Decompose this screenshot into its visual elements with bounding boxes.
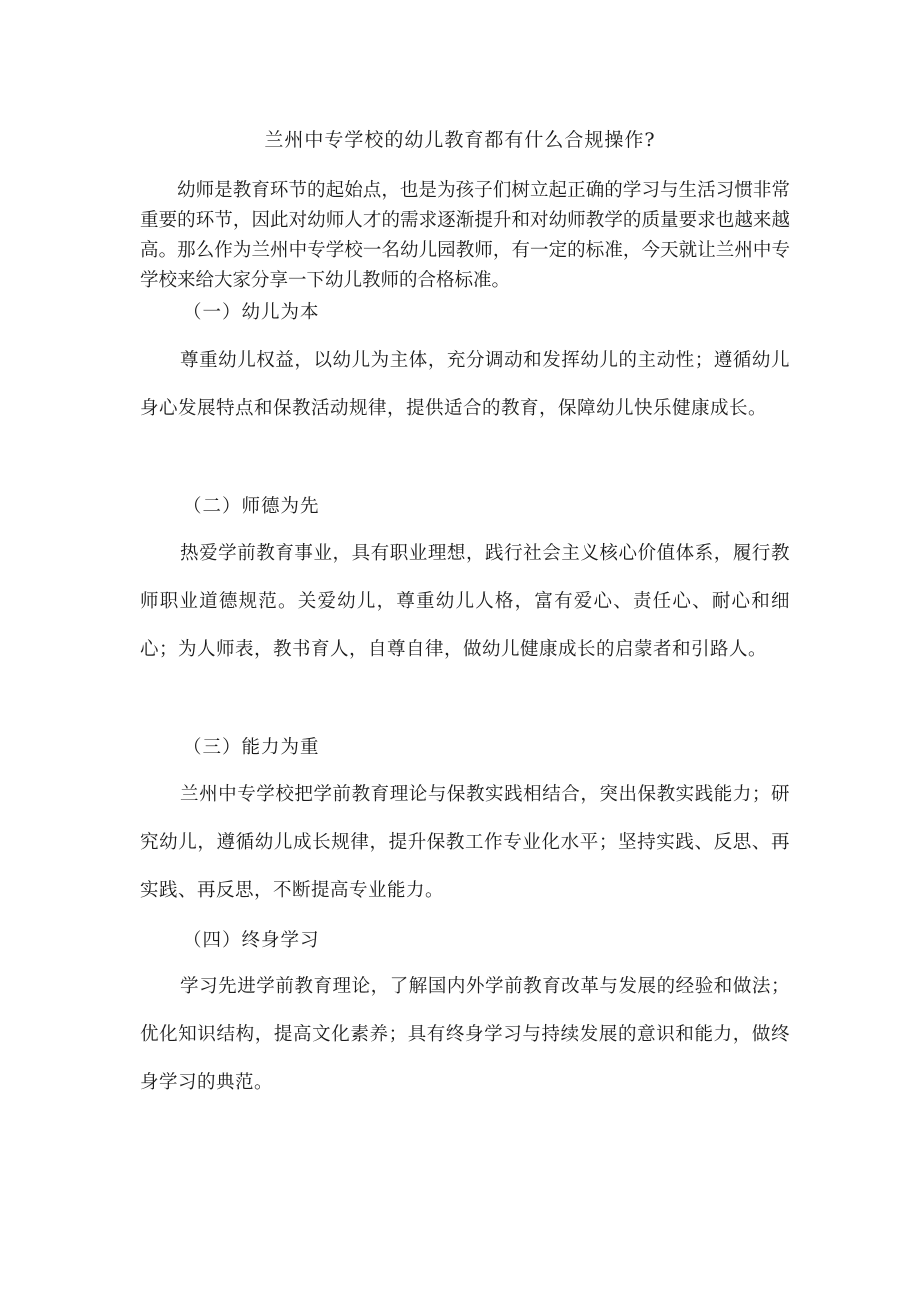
section-heading-4: （四）终身学习 — [183, 930, 320, 951]
section-body-2: 热爱学前教育事业，具有职业理想，践行社会主义核心价值体系，履行教师职业道德规范。关爱幼儿，尊重幼儿人格，富有爱心、责任心、耐心和细心；为人师表，教书育人，自尊自律，做幼儿健康成长的启蒙者和引路人。 — [140, 543, 790, 660]
section-heading-3: （三）能力为重 — [183, 737, 320, 758]
section-heading-2: （二）师德为先 — [183, 496, 320, 517]
section-body-3: 兰州中专学校把学前教育理论与保教实践相结合，突出保教实践能力；研究幼儿，遵循幼儿成长规律，提升保教工作专业化水平；坚持实践、反思、再实践、再反思，不断提高专业能力。 — [140, 784, 790, 901]
section-body-1: 尊重幼儿权益，以幼儿为主体，充分调动和发挥幼儿的主动性；遵循幼儿身心发展特点和保教活动规律，提供适合的教育，保障幼儿快乐健康成长。 — [140, 350, 790, 419]
intro-paragraph: 幼师是教育环节的起始点，也是为孩子们树立起正确的学习与生活习惯非常重要的环节，因此对幼师人才的需求逐渐提升和对幼师教学的质量要求也越来越高。那么作为兰州中专学校一名幼儿园教师，有一定的标准，今天就让兰州中专学校来给大家分享一下幼儿教师的合格标准。 — [140, 180, 790, 291]
section-heading-1: （一）幼儿为本 — [183, 302, 320, 323]
section-body-4: 学习先进学前教育理论，了解国内外学前教育改革与发展的经验和做法；优化知识结构，提高文化素养；具有终身学习与持续发展的意识和能力，做终身学习的典范。 — [140, 976, 790, 1093]
document-title: 兰州中专学校的幼儿教育都有什么合规操作? — [264, 129, 656, 151]
